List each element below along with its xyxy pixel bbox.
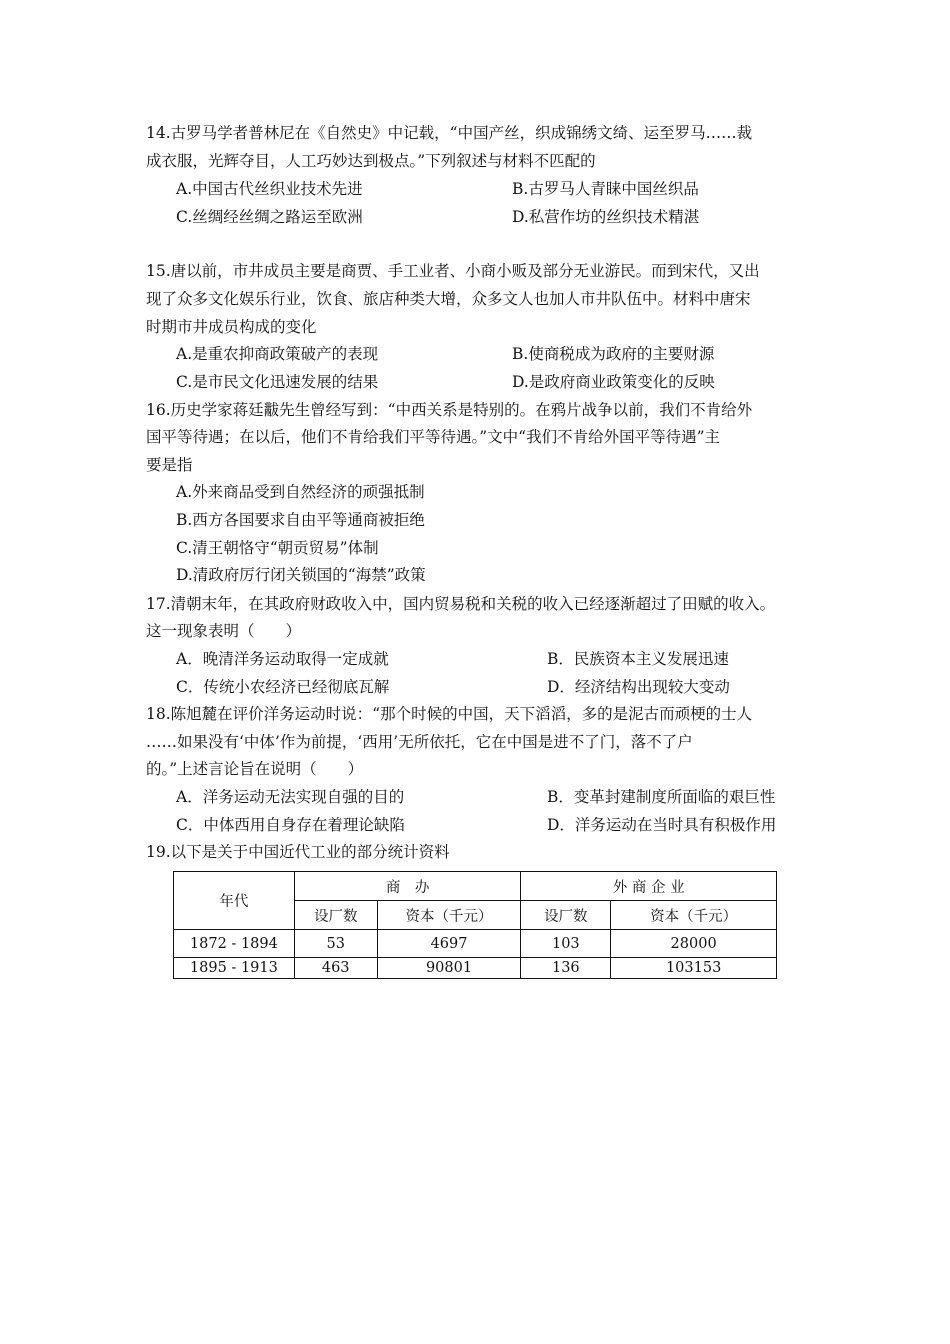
q17-option-c: C．传统小农经济已经彻底瓦解 [176,678,390,696]
cell-year: 1872 - 1894 [174,930,295,958]
q15-stem-line1: 15.唐以前，市井成员主要是商贾、手工业者、小商小贩及部分无业游民。而到宋代，又出 [146,262,760,280]
q16-stem-line2: 国平等待遇；在以后，他们不肯给我们平等待遇。”文中“我们不肯给外国平等待遇”主 [146,428,721,446]
table-row [174,958,777,979]
q17-option-d: D．经济结构出现较大变动 [547,678,730,696]
subheader-factories: 设厂数 [294,901,377,930]
q14-option-d: D.私营作坊的丝织技术精湛 [512,208,700,226]
q14-stem-line1: 14.古罗马学者普林尼在《自然史》中记载，“中国产丝，织成锦绣文绮、运至罗马……裁 [146,124,753,142]
q18-option-c: C．中体西用自身存在着理论缺陷 [176,816,405,834]
cell-capital: 103153 [611,958,777,979]
q18-option-a: A．洋务运动无法实现自强的目的 [176,788,405,806]
q14-option-c: C.丝绸经丝绸之路运至欧洲 [176,208,363,226]
q14-stem-line2: 成衣服，光辉夺目，人工巧妙达到极点。”下列叙述与材料不匹配的 [146,152,596,170]
cell-capital: 4697 [377,930,521,958]
cell-factories: 53 [294,930,377,958]
q15-option-a: A.是重农抑商政策破产的表现 [176,345,379,363]
header-private-commercial: 商 办 [294,872,521,901]
q14-option-a: A.中国古代丝织业技术先进 [176,180,363,198]
subheader-capital: 资本（千元） [377,901,521,930]
cell-capital: 28000 [611,930,777,958]
header-year: 年代 [174,872,295,930]
q16-stem-line1: 16.历史学家蒋廷黻先生曾经写到：“中西关系是特别的。在鸦片战争以前，我们不肯给外 [146,401,753,419]
cell-factories: 136 [521,958,611,979]
q17-stem-line1: 17.清朝末年，在其政府财政收入中，国内贸易税和关税的收入已经逐渐超过了田赋的收入。 [146,595,776,613]
q17-stem-line2: 这一现象表明（ ） [146,622,302,640]
q16-option-c: C.清王朝恪守“朝贡贸易”体制 [176,539,379,557]
cell-year: 1895 - 1913 [174,958,295,979]
header-foreign-enterprise: 外 商 企 业 [521,872,777,901]
q15-option-b: B.使商税成为政府的主要财源 [512,345,715,363]
q16-option-d: D.清政府厉行闭关锁国的“海禁”政策 [176,566,426,584]
q16-stem-line3: 要是指 [146,456,193,474]
q18-stem-line2: ……如果没有‘中体’作为前提，‘西用’无所依托，它在中国是进不了门，落不了户 [146,733,693,751]
industry-statistics-table [173,871,777,979]
q14-option-b: B.古罗马人青睐中国丝织品 [512,180,699,198]
q15-stem-line2: 现了众多文化娱乐行业，饮食、旅店种类大增，众多文人也加人市井队伍中。材料中唐宋 [146,290,751,308]
subheader-capital: 资本（千元） [611,901,777,930]
q17-option-a: A．晚清洋务运动取得一定成就 [176,650,389,668]
q18-option-d: D．洋务运动在当时具有积极作用 [547,816,777,834]
q15-option-c: C.是市民文化迅速发展的结果 [176,373,379,391]
cell-factories: 463 [294,958,377,979]
q18-stem-line1: 18.陈旭麓在评价洋务运动时说：“那个时候的中国，天下滔滔，多的是泥古而顽梗的士人 [146,705,753,723]
q16-option-b: B.西方各国要求自由平等通商被拒绝 [176,511,425,529]
cell-capital: 90801 [377,958,521,979]
q17-option-b: B．民族资本主义发展迅速 [547,650,729,668]
q15-stem-line3: 时期市井成员构成的变化 [146,318,317,336]
subheader-factories: 设厂数 [521,901,611,930]
q19-stem: 19.以下是关于中国近代工业的部分统计资料 [146,843,450,861]
q18-stem-line3: 的。”上述言论旨在说明（ ） [146,760,364,778]
table-row [174,930,777,958]
q16-option-a: A.外来商品受到自然经济的顽强抵制 [176,483,425,501]
table-header-row [174,872,777,901]
q15-option-d: D.是政府商业政策变化的反映 [512,373,715,391]
q18-option-b: B．变革封建制度所面临的艰巨性 [547,788,776,806]
cell-factories: 103 [521,930,611,958]
